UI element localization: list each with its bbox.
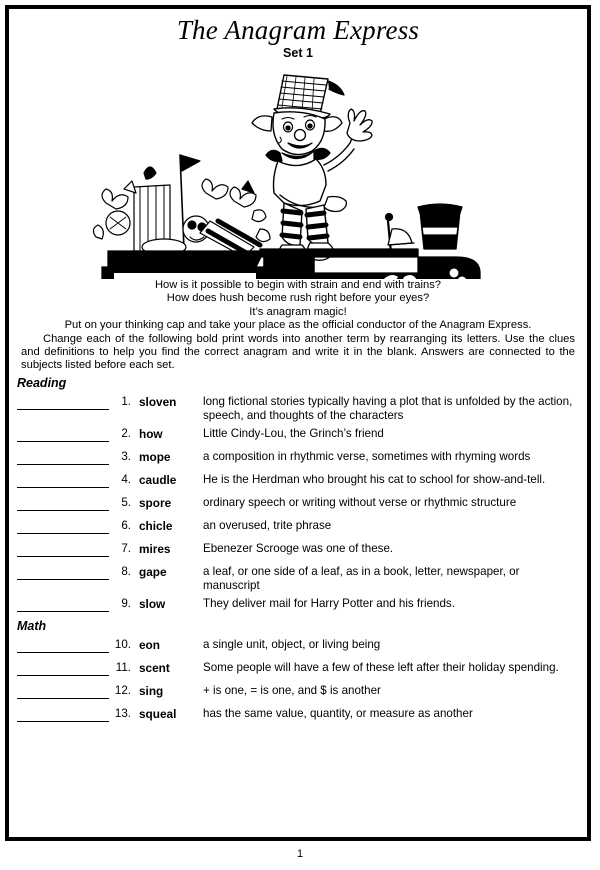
item-definition: a leaf, or one side of a leaf, as in a book, letter, newspaper, or manuscript [203,564,520,592]
intro-line-2: How does hush become rush right before your eyes? [166,292,430,305]
item-definition: ordinary speech or writing without verse or rhythmic structure [203,495,517,509]
item-definition: He is the Herdman who brought his cat to school for show-and-tell. [203,472,546,486]
list-item [17,657,577,680]
list-item [17,469,577,492]
page-title: The Anagram Express [176,15,420,45]
anagram-word: gape [139,564,167,579]
list-item [17,515,577,538]
item-number: 2. [121,426,131,440]
item-number: 6. [121,518,131,532]
list-item [17,538,577,561]
list-item [17,446,577,469]
item-definition: long fictional stories typically having a plot that is unfolded by the action, speech, and thoughts of the characters [203,394,573,422]
gift-car [102,251,270,279]
section-heading-math: Math [17,618,47,633]
answer-blank[interactable] [17,639,109,653]
elf-train-illustration [88,61,508,279]
item-definition: a single unit, object, or living being [203,637,381,651]
anagram-word: scent [139,660,170,675]
item-definition: + is one, = is one, and $ is another [203,683,381,697]
item-definition: They deliver mail for Harry Potter and his friends. [203,596,455,610]
intro-line-4: Put on your thinking cap and take your place as the official conductor of the Anagram Express. [64,319,532,332]
answer-blank[interactable] [17,662,109,676]
list-item [17,561,577,593]
item-number: 11. [115,660,131,674]
answer-blank[interactable] [17,520,109,534]
list-item [17,492,577,515]
anagram-word: eon [139,637,160,652]
list-item [17,680,577,703]
item-number: 7. [121,541,131,555]
item-number: 12. [114,683,131,697]
answer-blank[interactable] [17,428,109,442]
item-definition: Ebenezer Scrooge was one of these. [203,541,394,555]
answer-blank[interactable] [17,685,109,699]
item-number: 5. [121,495,131,509]
anagram-word: mope [139,449,171,464]
item-number: 1. [121,394,131,408]
intro-line-1: How is it possible to begin with strain and end with trains? [154,279,442,291]
answer-blank[interactable] [17,451,109,465]
list-item [17,423,577,446]
item-definition: Little Cindy-Lou, the Grinch’s friend [203,426,384,440]
answer-blank[interactable] [17,708,109,722]
intro-paragraph [21,279,575,373]
page-number: 1 [296,848,304,860]
list-item [17,593,577,616]
anagram-word: caudle [139,472,177,487]
list-item [17,391,577,423]
item-number: 10. [114,637,131,651]
list-item [17,703,577,726]
item-definition: has the same value, quantity, or measure as another [203,706,473,720]
item-number: 9. [121,596,131,610]
list-item [17,634,577,657]
anagram-word: slow [139,596,166,611]
answer-blank[interactable] [17,474,109,488]
answer-blank[interactable] [17,598,109,612]
intro-line-5: Change each of the following bold print words into another term by rearranging its letters. Use the clues and definitions to help you find the correct anagram and write it in the blank. Answers are connected to the subjects listed before each set. [21,332,575,372]
item-number: 8. [121,564,131,578]
anagram-word: sing [139,683,164,698]
intro-line-3: It’s anagram magic! [249,305,347,318]
worksheet-page [5,5,591,841]
anagram-word: spore [139,495,172,510]
anagram-word: sloven [139,394,177,409]
item-number: 3. [121,449,131,463]
answer-blank[interactable] [17,543,109,557]
anagram-word: squeal [139,706,177,721]
illustration-area [9,61,587,279]
answer-blank[interactable] [17,566,109,580]
set-subtitle: Set 1 [283,46,313,60]
item-definition: an overused, trite phrase [203,518,332,532]
item-definition: Some people will have a few of these left after their holiday spending. [203,660,559,674]
math-items [9,634,587,726]
answer-blank[interactable] [17,497,109,511]
anagram-word: how [139,426,163,441]
reading-items [9,391,587,616]
answer-blank[interactable] [17,396,109,410]
item-number: 13. [114,706,131,720]
item-definition: a composition in rhythmic verse, sometimes with rhyming words [203,449,531,463]
gift-pile [93,155,270,257]
item-number: 4. [121,472,131,486]
anagram-word: chicle [139,518,173,533]
section-heading-reading: Reading [17,375,67,390]
anagram-word: mires [139,541,171,556]
